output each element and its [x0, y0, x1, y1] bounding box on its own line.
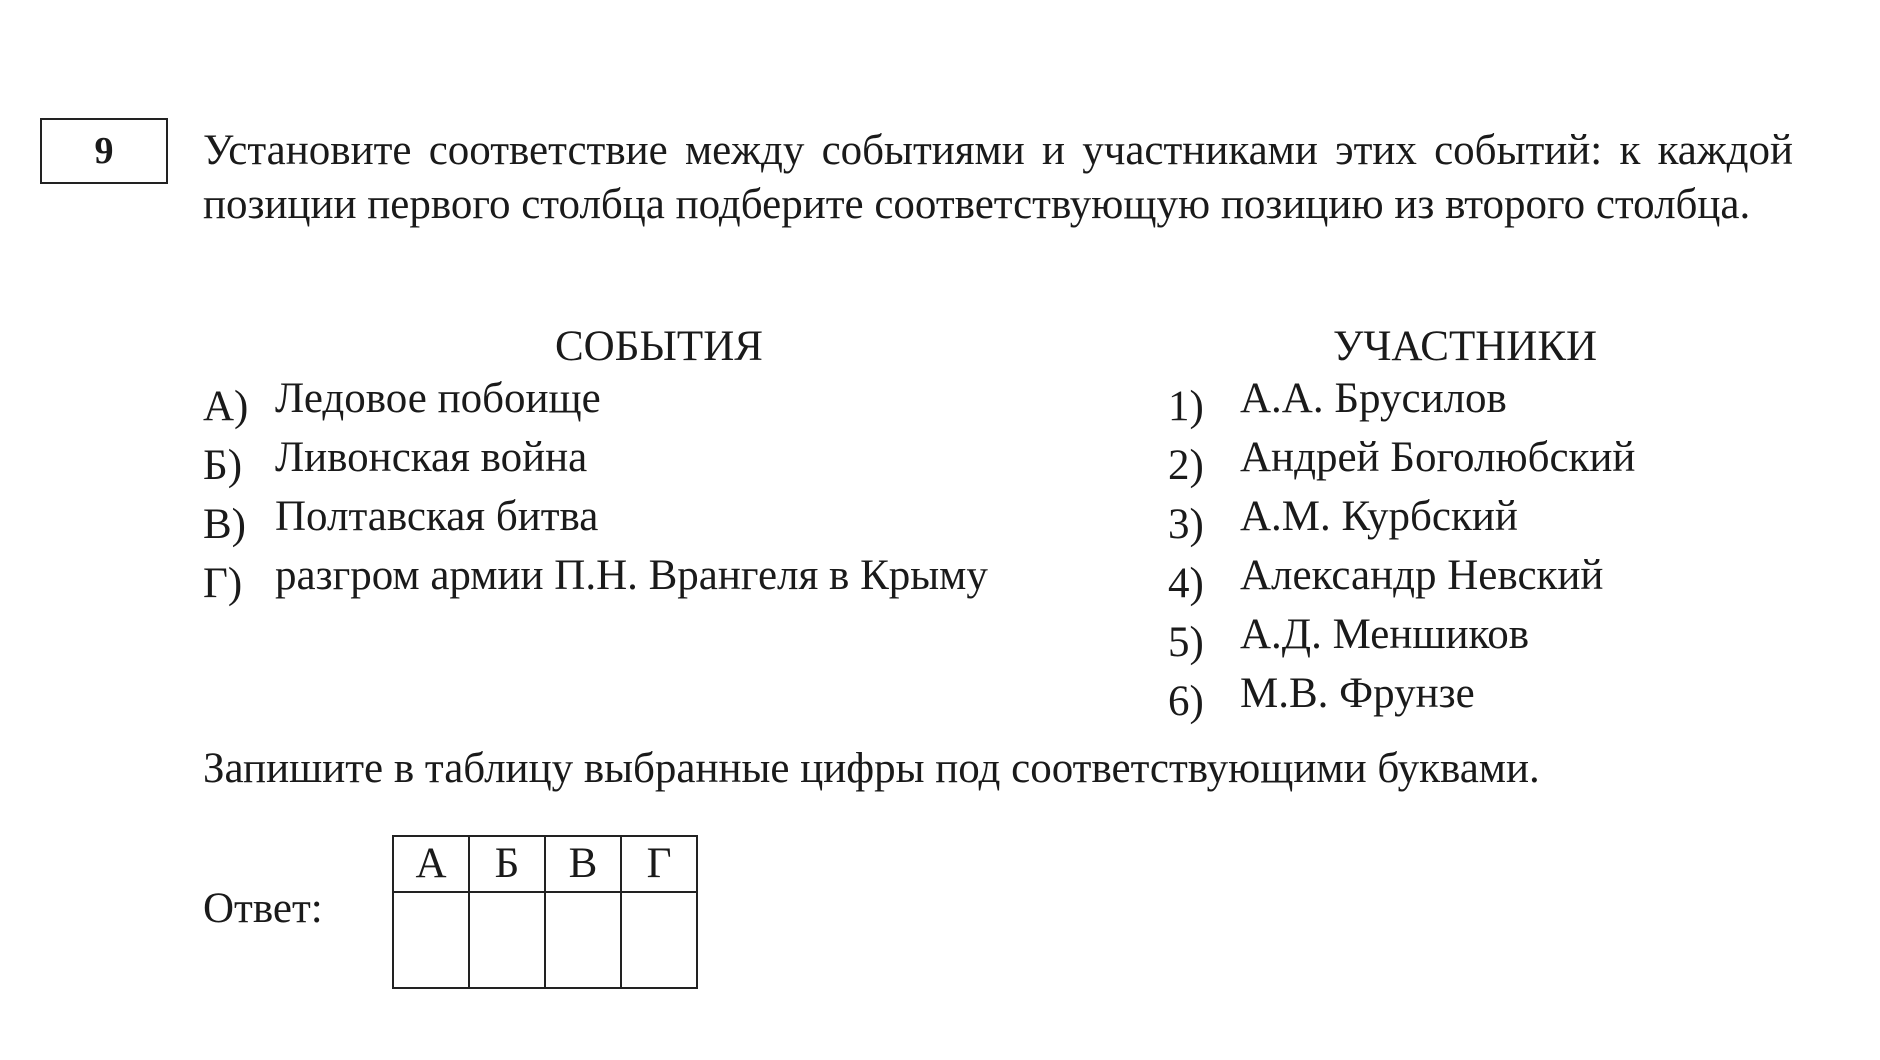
participant-item	[1168, 492, 1635, 551]
participant-text: М.В. Фрунзе	[1240, 670, 1475, 717]
event-item	[203, 433, 988, 492]
participant-mark: 1)	[1168, 383, 1204, 430]
event-text: Ледовое побоище	[275, 375, 601, 422]
task-number: 9	[94, 130, 114, 172]
answer-table	[392, 835, 698, 989]
events-header: СОБЫТИЯ	[555, 323, 763, 370]
answer-column-header: Г	[621, 836, 697, 892]
participant-mark: 5)	[1168, 619, 1204, 666]
participant-text: Александр Невский	[1240, 552, 1604, 599]
answer-column-header: А	[393, 836, 469, 892]
event-mark: В)	[203, 501, 246, 548]
event-text: Ливонская война	[275, 434, 588, 481]
participant-item	[1168, 669, 1635, 728]
participant-text: А.А. Брусилов	[1240, 375, 1507, 422]
answer-cell[interactable]	[545, 892, 621, 988]
participant-text: А.М. Курбский	[1240, 493, 1518, 540]
participants-list	[1168, 374, 1635, 728]
event-mark: А)	[203, 383, 249, 430]
task-instruction: Установите соответствие между событиями и участниками этих событий: к каждой позиции первого столбца подберите соответствующую позицию из второго столбца.	[203, 127, 1793, 228]
event-text: Полтавская битва	[275, 493, 599, 540]
participant-item	[1168, 551, 1635, 610]
write-instruction: Запишите в таблицу выбранные цифры под соответствующими буквами.	[203, 745, 1540, 792]
participant-text: А.Д. Меншиков	[1240, 611, 1530, 658]
answer-cell[interactable]	[393, 892, 469, 988]
answer-label: Ответ:	[203, 885, 323, 932]
events-list	[203, 374, 988, 610]
event-mark: Б)	[203, 442, 243, 489]
event-item	[203, 492, 988, 551]
participant-item	[1168, 433, 1635, 492]
participants-header: УЧАСТНИКИ	[1333, 323, 1598, 370]
participant-mark: 4)	[1168, 560, 1204, 607]
participant-mark: 6)	[1168, 678, 1204, 725]
participant-mark: 2)	[1168, 442, 1204, 489]
event-item	[203, 374, 988, 433]
answer-cell[interactable]	[621, 892, 697, 988]
answer-column-header: В	[545, 836, 621, 892]
answer-header-row	[393, 836, 697, 892]
event-text: разгром армии П.Н. Врангеля в Крыму	[275, 552, 988, 599]
participant-item	[1168, 374, 1635, 433]
event-mark: Г)	[203, 560, 243, 607]
participant-text: Андрей Боголюбский	[1240, 434, 1636, 481]
task-number-box	[40, 118, 168, 184]
answer-input-row	[393, 892, 697, 988]
answer-column-header: Б	[469, 836, 545, 892]
answer-cell[interactable]	[469, 892, 545, 988]
participant-mark: 3)	[1168, 501, 1204, 548]
event-item	[203, 551, 988, 610]
participant-item	[1168, 610, 1635, 669]
